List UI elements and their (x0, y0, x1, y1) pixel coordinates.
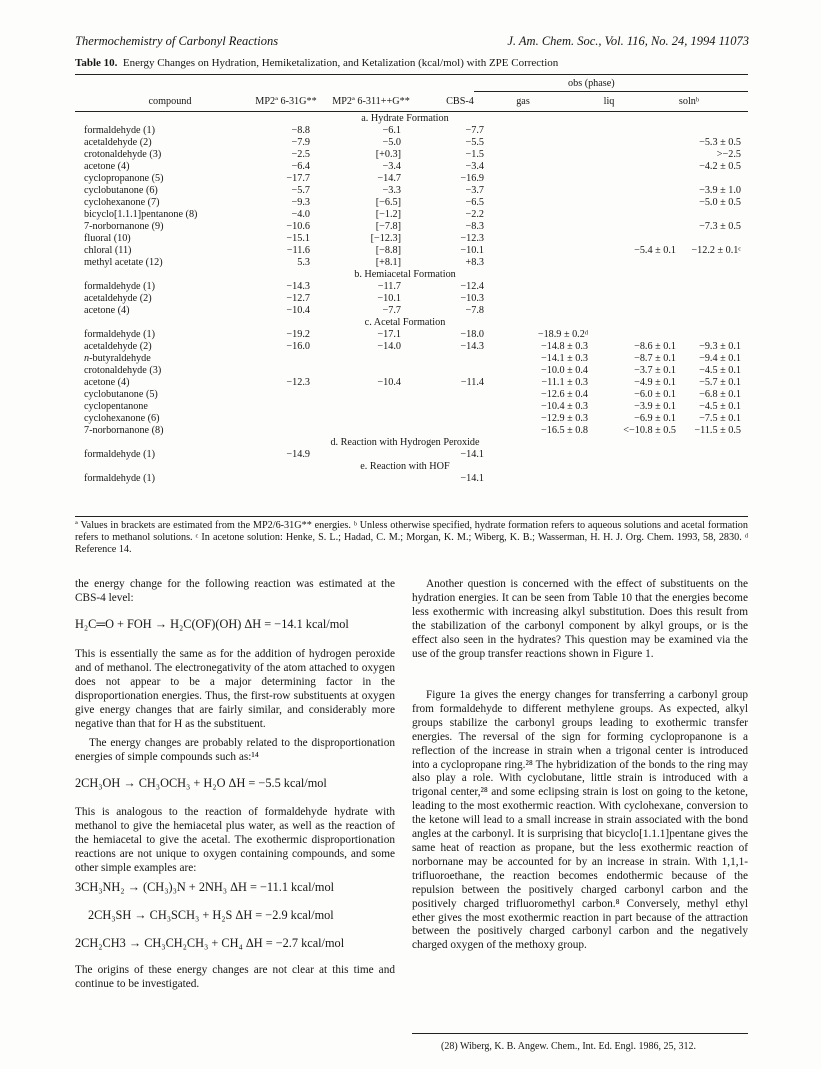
value-cell: −3.7 (465, 185, 484, 196)
value-cell: −16.9 (460, 173, 484, 184)
value-cell: [−6.5] (375, 197, 401, 208)
value-cell: −14.8 ± 0.3 (541, 341, 588, 352)
compound-cell: acetaldehyde (2) (84, 137, 152, 148)
column-header: MP2ª 6-31G** (255, 96, 317, 107)
table-caption (75, 57, 558, 69)
value-cell: [+0.3] (375, 149, 401, 160)
running-head-left: Thermochemistry of Carbonyl Reactions (75, 34, 279, 48)
left-para-1: the energy change for the following reaction was estimated at the CBS-4 level: (75, 578, 395, 604)
value-cell: −10.6 (286, 221, 310, 232)
value-cell: −8.6 ± 0.1 (634, 341, 676, 352)
compound-cell: 7-norbornanone (8) (84, 425, 164, 436)
section-heading: e. Reaction with HOF (360, 461, 450, 472)
obs-group-rule (474, 91, 748, 92)
value-cell: −18.0 (460, 329, 484, 340)
compound-cell: formaldehyde (1) (84, 449, 155, 460)
table-row (75, 341, 748, 353)
compound-cell: methyl acetate (12) (84, 257, 163, 268)
running-head-right: J. Am. Chem. Soc., Vol. 116, No. 24, 1994 11073 (507, 34, 749, 48)
value-cell: −11.6 (286, 245, 310, 256)
left-para-3: The energy changes are probably related to the disproportionation energies of simple compounds such as:¹⁴ (75, 737, 395, 763)
compound-cell: formaldehyde (1) (84, 473, 155, 484)
value-cell: −8.7 ± 0.1 (634, 353, 676, 364)
value-cell: −6.0 ± 0.1 (634, 389, 676, 400)
value-cell: −14.9 (286, 449, 310, 460)
value-cell: −4.0 (291, 209, 310, 220)
compound-cell: 7-norbornanone (9) (84, 221, 164, 232)
value-cell: −2.2 (465, 209, 484, 220)
value-cell: >−2.5 (716, 149, 741, 160)
value-cell: −18.9 ± 0.2ᵈ (537, 329, 588, 340)
compound-cell: cyclopropanone (5) (84, 173, 164, 184)
column-header: solnᵇ (678, 96, 700, 107)
value-cell: −3.3 (382, 185, 401, 196)
table-row (75, 197, 748, 209)
value-cell: −2.5 (291, 149, 310, 160)
value-cell: −10.4 ± 0.3 (541, 401, 588, 412)
compound-cell: acetaldehyde (2) (84, 293, 152, 304)
value-cell: −12.6 ± 0.4 (541, 389, 588, 400)
value-cell: −10.1 (460, 245, 484, 256)
value-cell: −9.3 ± 0.1 (699, 341, 741, 352)
value-cell: −19.2 (286, 329, 310, 340)
value-cell: −3.9 ± 0.1 (634, 401, 676, 412)
column-header: liq (603, 96, 615, 107)
table-row (75, 173, 748, 185)
table-row (75, 377, 748, 389)
table-row (75, 233, 748, 245)
value-cell: −14.1 ± 0.3 (541, 353, 588, 364)
value-cell: −4.5 ± 0.1 (699, 401, 741, 412)
compound-cell: cyclohexanone (6) (84, 413, 160, 424)
table-row (75, 257, 748, 269)
value-cell: −12.3 (460, 233, 484, 244)
column-header: MP2ª 6-311++G** (332, 96, 410, 107)
section-heading-row (75, 113, 748, 125)
value-cell: −17.7 (286, 173, 310, 184)
value-cell: [−12.3] (370, 233, 401, 244)
value-cell: −10.1 (377, 293, 401, 304)
value-cell: −7.7 (382, 305, 401, 316)
equation-3: 3CH₃NH₂ → (CH₃)₃N + 2NH₃ ΔH = −11.1 kcal/mol (75, 880, 335, 894)
value-cell: <−10.8 ± 0.5 (623, 425, 676, 436)
value-cell: −5.5 (465, 137, 484, 148)
value-cell: −3.7 ± 0.1 (634, 365, 676, 376)
value-cell: −3.9 ± 1.0 (699, 185, 741, 196)
section-heading: a. Hydrate Formation (361, 113, 449, 124)
reference-28: (28) Wiberg, K. B. Angew. Chem., Int. Ed. Engl. 1986, 25, 312. (441, 1041, 696, 1052)
value-cell: −5.7 ± 0.1 (699, 377, 741, 388)
compound-cell: chloral (11) (84, 245, 132, 256)
value-cell: −1.5 (465, 149, 484, 160)
value-cell: −14.0 (377, 341, 401, 352)
value-cell: −12.3 (286, 377, 310, 388)
value-cell: −16.0 (286, 341, 310, 352)
section-heading-row (75, 437, 748, 449)
value-cell: −6.4 (291, 161, 310, 172)
value-cell: −5.0 ± 0.5 (699, 197, 741, 208)
value-cell: −14.3 (460, 341, 484, 352)
value-cell: −5.7 (291, 185, 310, 196)
compound-cell: n-butyraldehyde (84, 353, 151, 364)
table-bottom-rule (75, 516, 748, 517)
right-para-1: Another question is concerned with the effect of substituents on the hydration energies. It can be seen from Table 10 that the energies become less exothermic with increasing alkyl substitution. Does this result from the stabilization of the carbonyl component by alkyl groups, or is the effect also seen in the hydrates? This question may be examined via the use of the group transfer reactions shown in Figure 1. (412, 578, 748, 660)
compound-cell: cyclobutanone (6) (84, 185, 158, 196)
value-cell: −7.8 (465, 305, 484, 316)
table-top-rule (75, 74, 748, 75)
table-row (75, 353, 748, 365)
value-cell: −6.1 (382, 125, 401, 136)
value-cell: −15.1 (286, 233, 310, 244)
value-cell: −12.2 ± 0.1ᶜ (691, 245, 741, 256)
table-row (75, 293, 748, 305)
section-heading: c. Acetal Formation (364, 317, 446, 328)
value-cell: −4.9 ± 0.1 (634, 377, 676, 388)
right-para-2: Figure 1a gives the energy changes for transferring a carbonyl group from formaldehyde to different methylene groups. As expected, alkyl groups stabilize the carbonyl groups leading to exothermic transfer energies. The reversal of the sign for forming cyclopropanone is a reflection of the increase in strain when a trigonal center is introduced into a cyclopropane ring.²⁸ The hybridization of the bonds to the ring may also play a role. With cyclobutane, little strain is introduced with a trigonal center,²⁸ and some eclipsing strain is lost on going to the ketone, leading to the most exothermic reaction. With cyclohexane, conversion to the ketone will lead to a small increase in strain associated with the bond angles at the carbonyl. It is surprising that bicyclo[1.1.1]pentane gives the same heat of reaction as propane, but the less exothermic reaction of norbornane may be accounted for by an increase in strain. With 1,1,1-trifluoroethane, the reaction becomes endothermic because of the repulsion between the positively charged carbonyl carbon and the positively charged trifluoromethyl carbon.⁸ Conversely, methyl ethyl ether gives the most exothermic reaction in part because of the attraction between the positively charged carbonyl carbon and the negatively charged oxygen of the methoxy group. (412, 689, 748, 952)
table-row (75, 185, 748, 197)
table-row (75, 245, 748, 257)
section-heading-row (75, 269, 748, 281)
column-header: compound (148, 96, 192, 107)
obs-phase-group-header: obs (phase) (568, 78, 615, 89)
value-cell: −10.4 (286, 305, 310, 316)
table-row (75, 473, 748, 485)
table-label: Table 10. (75, 57, 118, 69)
value-cell: −8.8 (291, 125, 310, 136)
table-row (75, 329, 748, 341)
table-row (75, 425, 748, 437)
left-para-4: This is analogous to the reaction of formaldehyde hydrate with methanol to give the hemiacetal plus water, as well as the reaction of the hemiacetal to give the acetal. The exothermic disproportionation reactions are not unique to oxygen containing compounds, and some other simple examples are: (75, 806, 395, 874)
value-cell: −12.4 (460, 281, 484, 292)
value-cell: [−1.2] (375, 209, 401, 220)
compound-cell: crotonaldehyde (3) (84, 365, 162, 376)
table-row (75, 401, 748, 413)
equation-2: 2CH₃OH → CH₃OCH₃ + H₂O ΔH = −5.5 kcal/mol (75, 776, 327, 790)
section-heading-row (75, 461, 748, 473)
value-cell: −4.2 ± 0.5 (699, 161, 741, 172)
compound-cell: fluoral (10) (84, 233, 131, 244)
equation-1: H₂C═O + FOH → H₂C(OF)(OH) ΔH = −14.1 kcal/mol (75, 617, 349, 631)
table-row (75, 137, 748, 149)
compound-cell: formaldehyde (1) (84, 125, 155, 136)
table-row (75, 161, 748, 173)
table-row (75, 365, 748, 377)
value-cell: −10.4 (377, 377, 401, 388)
compound-cell: cyclobutanone (5) (84, 389, 158, 400)
value-cell: −3.4 (465, 161, 484, 172)
value-cell: −9.4 ± 0.1 (699, 353, 741, 364)
value-cell: −12.7 (286, 293, 310, 304)
table-row (75, 449, 748, 461)
table-row (75, 149, 748, 161)
compound-cell: acetone (4) (84, 161, 130, 172)
column-header: gas (516, 96, 530, 107)
left-para-5: The origins of these energy changes are not clear at this time and continue to be investigated. (75, 964, 395, 990)
value-cell: −14.1 (460, 473, 484, 484)
value-cell: −14.1 (460, 449, 484, 460)
value-cell: −17.1 (377, 329, 401, 340)
value-cell: −3.4 (382, 161, 401, 172)
value-cell: −10.0 ± 0.4 (541, 365, 588, 376)
section-heading: d. Reaction with Hydrogen Peroxide (330, 437, 480, 448)
left-para-2: This is essentially the same as for the addition of hydrogen peroxide and of methanol. The electronegativity of the atom attached to oxygen does not appear to be a major determining factor in the disproportionation energies. Thus, the first-row substituents at oxygen give energy changes that are fairly similar, and considerably more negative than that for H as the substituent. (75, 648, 395, 730)
value-cell: −4.5 ± 0.1 (699, 365, 741, 376)
value-cell: −7.7 (465, 125, 484, 136)
table-header-rule (75, 111, 748, 112)
value-cell: −11.7 (377, 281, 401, 292)
table-caption-text: Energy Changes on Hydration, Hemiketalization, and Ketalization (kcal/mol) with ZPE Correction (122, 57, 559, 69)
equation-5: 2CH₂CH3 → CH₃CH₂CH₃ + CH₄ ΔH = −2.7 kcal/mol (75, 936, 345, 950)
value-cell: −5.0 (382, 137, 401, 148)
value-cell: −5.4 ± 0.1 (634, 245, 676, 256)
value-cell: −6.5 (465, 197, 484, 208)
value-cell: −5.3 ± 0.5 (699, 137, 741, 148)
value-cell: −14.3 (286, 281, 310, 292)
table-column-headers (75, 96, 748, 108)
table-row (75, 305, 748, 317)
value-cell: −7.9 (291, 137, 310, 148)
value-cell: −7.5 ± 0.1 (699, 413, 741, 424)
equation-4: 2CH₃SH → CH₃SCH₃ + H₂S ΔH = −2.9 kcal/mol (88, 908, 334, 922)
value-cell: −9.3 (291, 197, 310, 208)
value-cell: −7.3 ± 0.5 (699, 221, 741, 232)
compound-cell: acetone (4) (84, 377, 130, 388)
value-cell: [−7.8] (375, 221, 401, 232)
value-cell: −11.1 ± 0.3 (541, 377, 588, 388)
value-cell: −11.5 ± 0.5 (694, 425, 741, 436)
value-cell: −11.4 (460, 377, 484, 388)
compound-cell: acetone (4) (84, 305, 130, 316)
value-cell: 5.3 (297, 257, 310, 268)
value-cell: −16.5 ± 0.8 (541, 425, 588, 436)
column-header: CBS-4 (446, 96, 474, 107)
section-heading-row (75, 317, 748, 329)
value-cell: [+8.1] (375, 257, 401, 268)
compound-cell: cyclopentanone (84, 401, 148, 412)
table-row (75, 125, 748, 137)
table-row (75, 209, 748, 221)
compound-cell: formaldehyde (1) (84, 281, 155, 292)
table-row (75, 413, 748, 425)
value-cell: −8.3 (465, 221, 484, 232)
table-footnote: ª Values in brackets are estimated from the MP2/6-31G** energies. ᵇ Unless otherwise specified, hydrate formation refers to aqueous solutions and acetal formation refers to methanol solutions. ᶜ In acetone solution: Henke, S. L.; Hadad, C. M.; Morgan, K. M.; Wiberg, K. B.; Wasserman, H. H. J. Org. Chem. 1993, 58, 2830. ᵈ Reference 14. (75, 520, 748, 555)
table-row (75, 221, 748, 233)
compound-cell: cyclohexanone (7) (84, 197, 160, 208)
table-body (75, 113, 748, 485)
value-cell: −12.9 ± 0.3 (541, 413, 588, 424)
value-cell: −10.3 (460, 293, 484, 304)
reference-rule (412, 1033, 748, 1034)
value-cell: −6.8 ± 0.1 (699, 389, 741, 400)
table-row (75, 281, 748, 293)
compound-cell: crotonaldehyde (3) (84, 149, 162, 160)
value-cell: −14.7 (377, 173, 401, 184)
compound-cell: formaldehyde (1) (84, 329, 155, 340)
value-cell: +8.3 (465, 257, 484, 268)
value-cell: [−8.8] (375, 245, 401, 256)
section-heading: b. Hemiacetal Formation (354, 269, 456, 280)
compound-cell: acetaldehyde (2) (84, 341, 152, 352)
table-row (75, 389, 748, 401)
compound-cell: bicyclo[1.1.1]pentanone (8) (84, 209, 198, 220)
value-cell: −6.9 ± 0.1 (634, 413, 676, 424)
